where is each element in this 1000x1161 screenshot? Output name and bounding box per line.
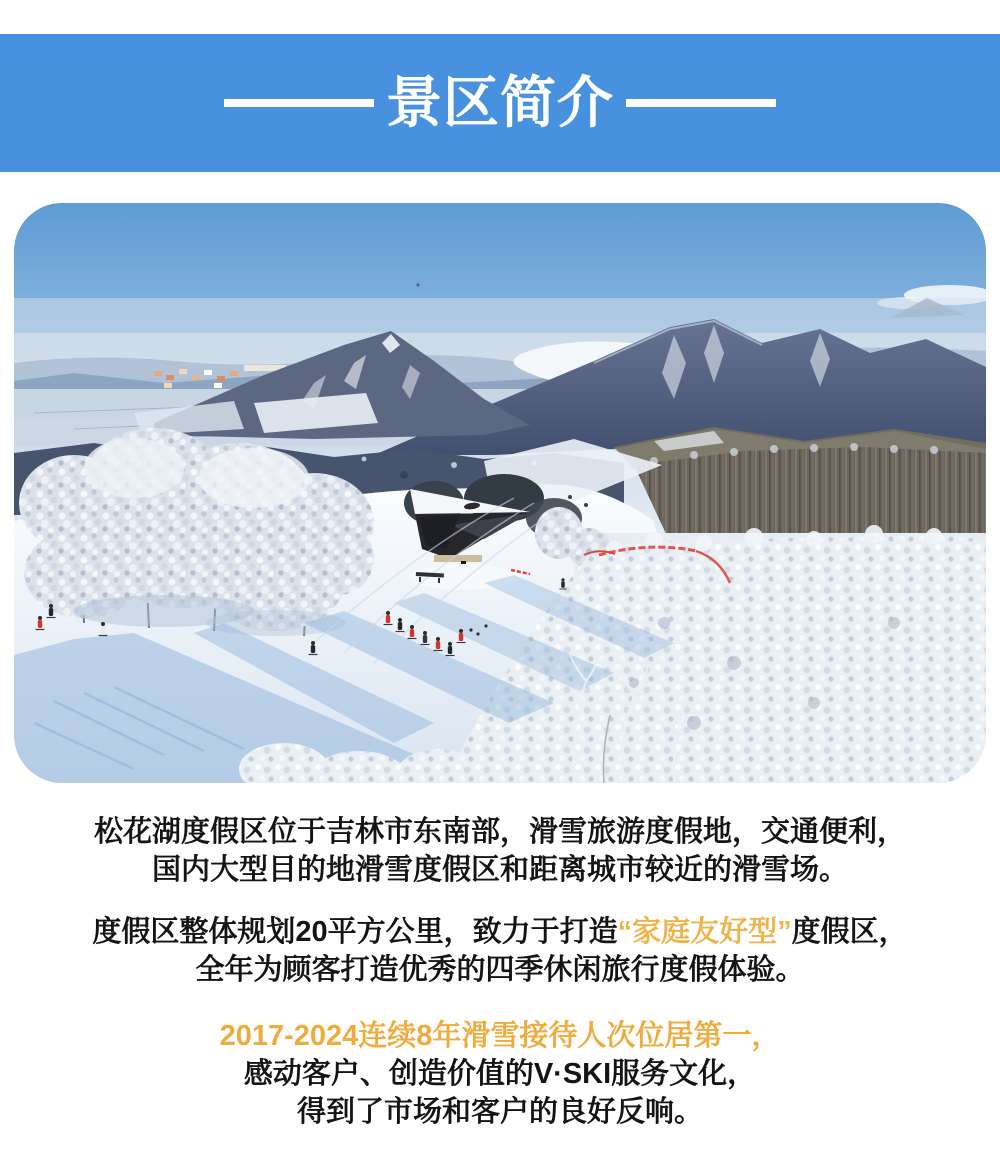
- hero-image: [14, 203, 986, 783]
- intro-paragraph-3: [0, 1017, 1000, 1131]
- intro-p2-suffix: 度假区，: [791, 916, 908, 948]
- intro-p3-line3: 得到了市场和客户的良好反响。: [296, 1096, 703, 1128]
- intro-p1-line2: 国内大型目的地滑雪度假区和距离城市较近的滑雪场。: [151, 854, 848, 886]
- ski-resort-photo: [14, 203, 986, 783]
- intro-p2-prefix: 度假区整体规划20平方公里，致力于打造: [92, 916, 618, 948]
- section-banner: [0, 34, 1000, 172]
- intro-paragraph-1: [0, 813, 1000, 889]
- intro-p2-line2: 全年为顾客打造优秀的四季休闲旅行度假体验。: [195, 954, 805, 986]
- intro-paragraph-2: [0, 913, 1000, 989]
- title-dash-right: [626, 99, 776, 107]
- intro-p2-line1: [0, 913, 1000, 951]
- section-title: 景区简介: [386, 71, 614, 134]
- intro-p1-line1: 松花湖度假区位于吉林市东南部，滑雪旅游度假地，交通便利，: [93, 816, 906, 848]
- title-dash-left: [224, 99, 374, 107]
- intro-p2-highlight: “家庭友好型”: [617, 916, 792, 948]
- intro-p3-headline: 2017-2024连续8年滑雪接待人次位居第一，: [219, 1020, 781, 1052]
- intro-p3-line2: 感动客户、创造价值的V·SKI服务文化，: [243, 1058, 757, 1090]
- bird: [416, 283, 419, 286]
- intro-text: [0, 813, 1000, 1131]
